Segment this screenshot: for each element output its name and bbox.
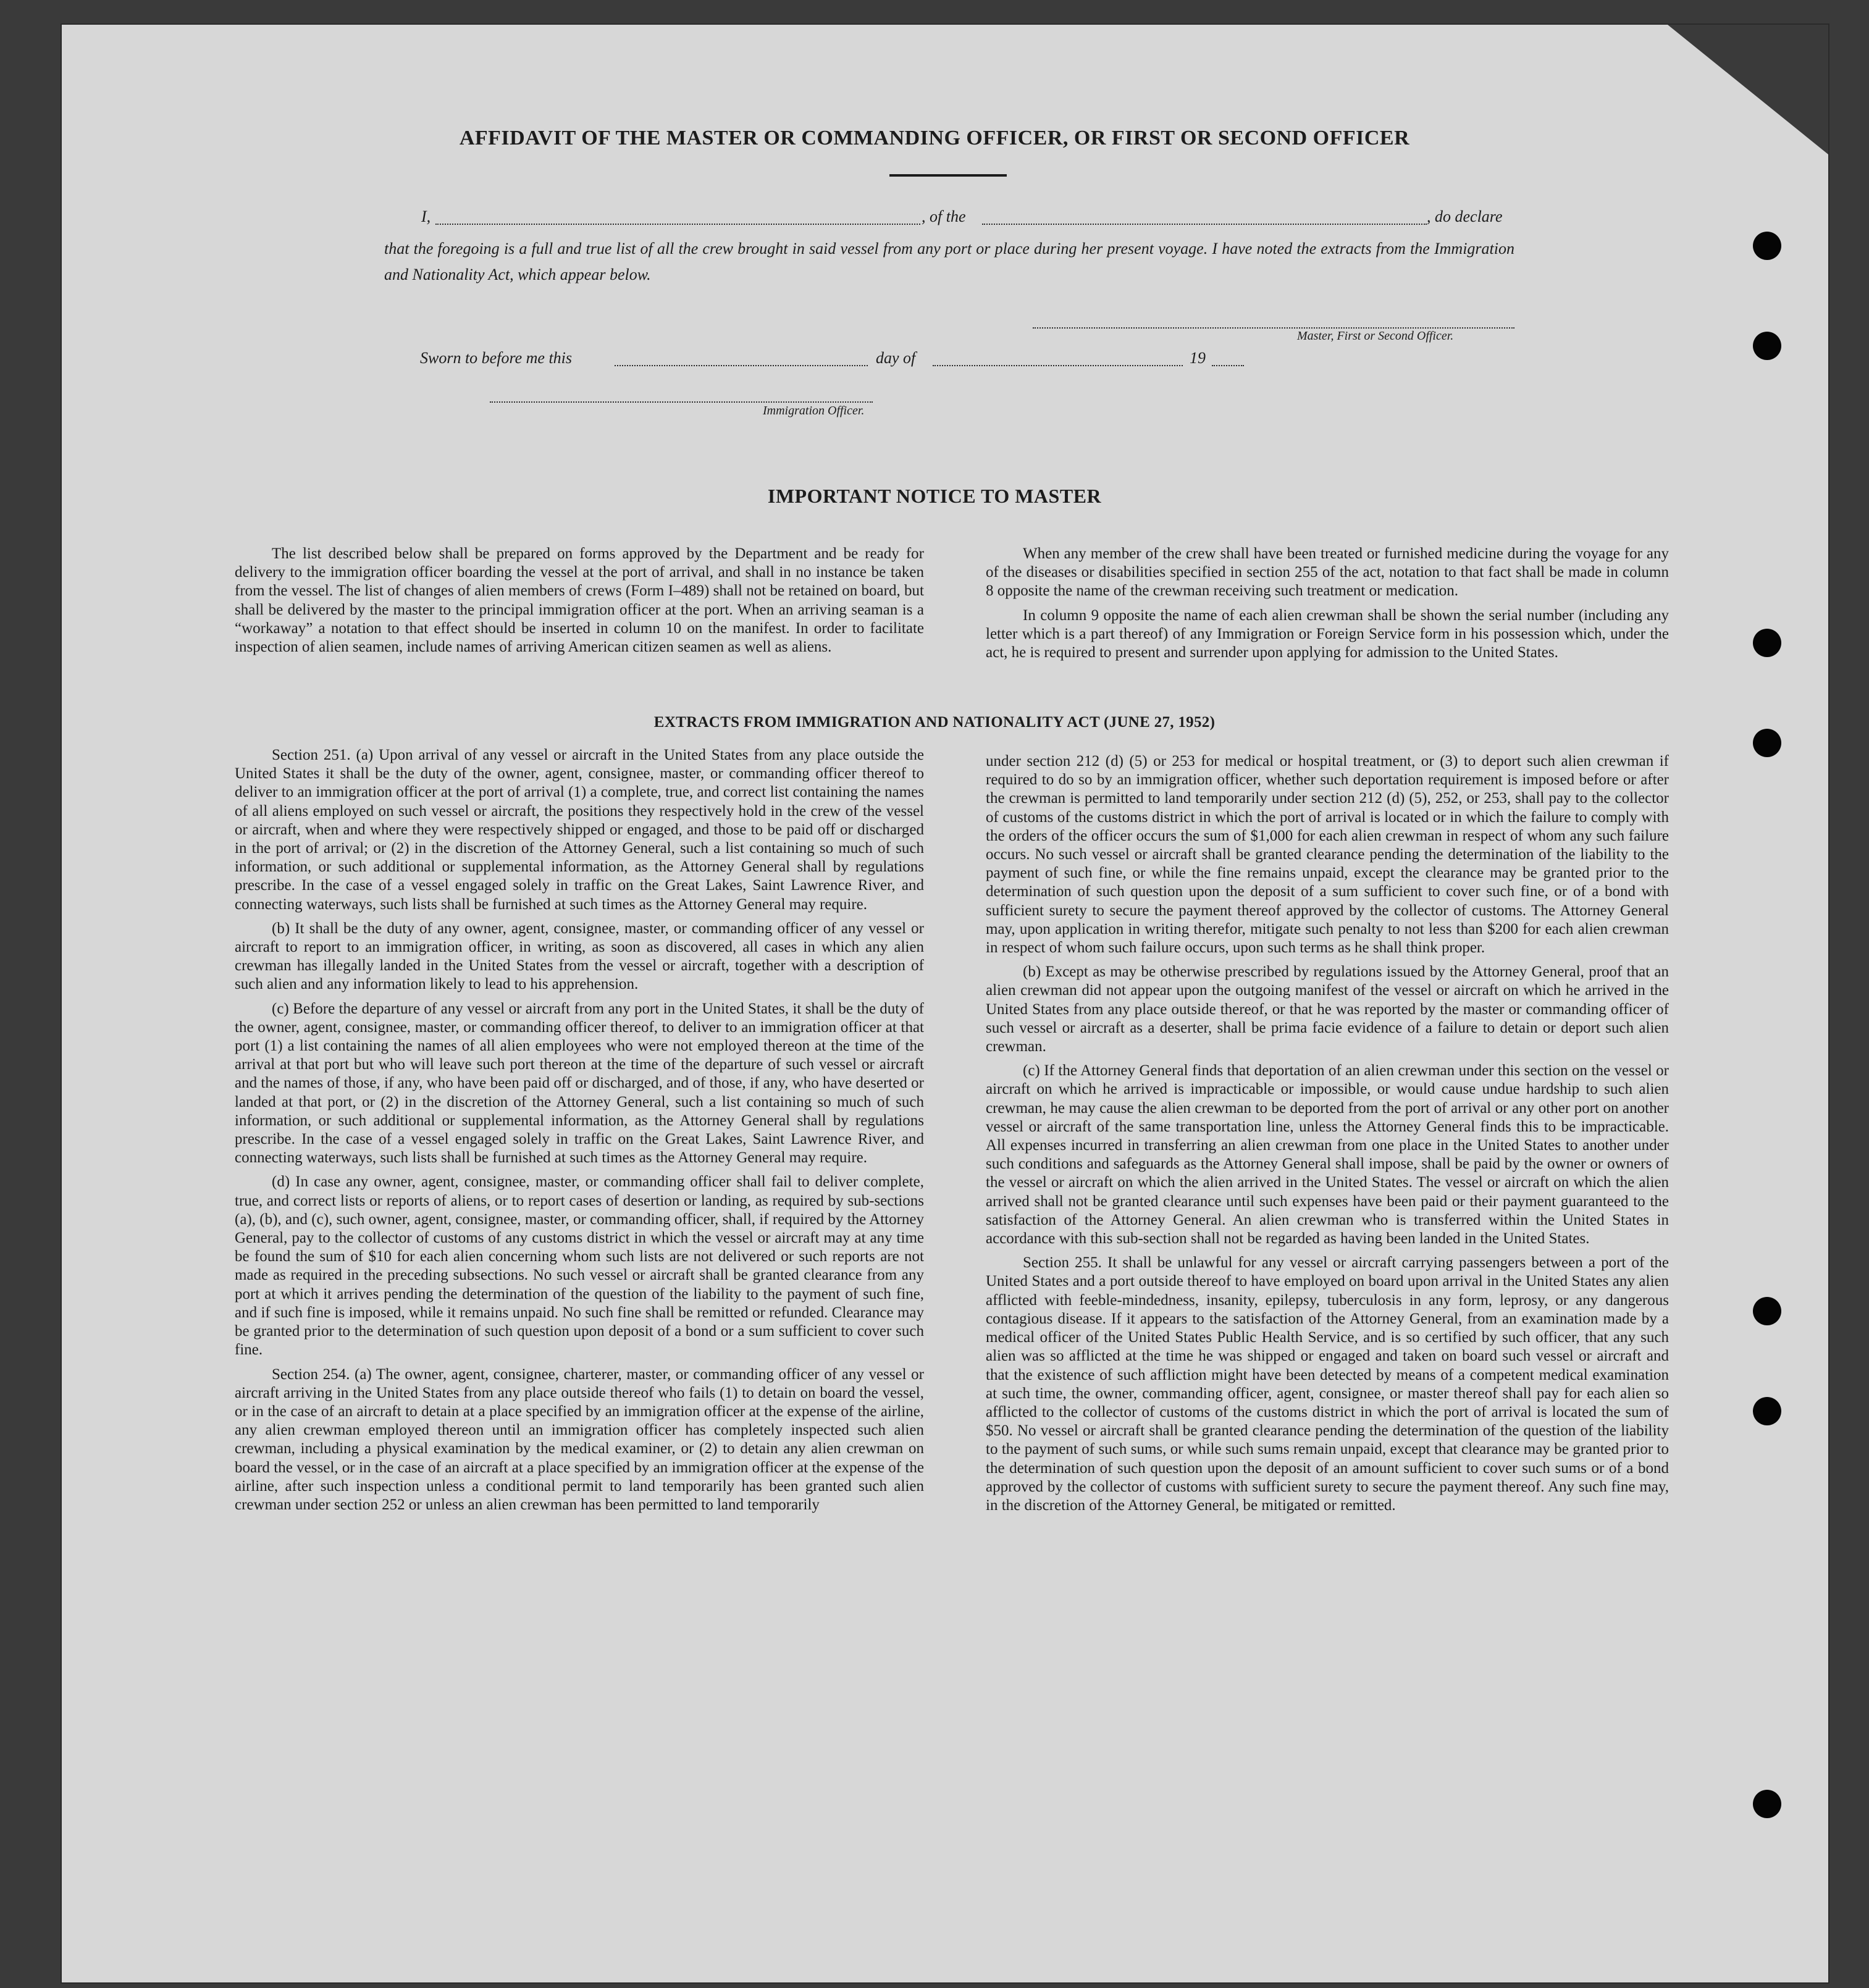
section-paragraph: Section 254. (a) The owner, agent, consignee, charterer, master, or commanding officer of any vessel or aircraft arriving in the United States from any place outside thereof who fails (1) to detain on board the vessel, or in the case of an aircraft to detain at a place specified by an immigration officer at the expense of the airline, any alien crewman employed thereon until an immigration officer has completely inspected such alien crewman, including a physical examination by the medical examiner, or (2) to detain any alien crewman on board the vessel, or in the case of an aircraft at a place specified by an immigration officer at the expense of the airline, after such inspection unless a conditional permit to land temporarily has been granted such alien crewman under section 252 or unless an alien crewman has been permitted to land temporarily: [235, 1365, 924, 1513]
punch-hole: [1753, 1297, 1781, 1325]
master-signature-caption: Master, First or Second Officer.: [1297, 329, 1454, 343]
title-rule: [889, 174, 1007, 177]
declare-i: I,: [421, 208, 431, 225]
punch-hole: [1753, 1790, 1781, 1818]
punch-hole: [1753, 332, 1781, 360]
section-paragraph: (c) If the Attorney General finds that deportation of an alien crewman under this section on the vessel or aircraft on which he arrived is impracticable or impossible, or would cause undue hardship to such alien crewman, he may cause the alien crewman to be deported from the port of arrival or any other port on another vessel or aircraft of the same transportation line, unless the Attorney General finds this to be impracticable. All expenses incurred in transferring an alien crewman from one place in the United States to another under such conditions and safeguards as the Attorney General shall impose, shall be paid by the owner or owners of the vessel or aircraft on which the alien arrived in the United States. The vessel or aircraft on which the alien arrived shall not be granted clearance until such expenses have been paid or their payment guaranteed to the satisfaction of the Attorney General. An alien crewman who is transferred within the United States in accordance with this sub-section shall not be regarded as having been landed in the United States.: [986, 1062, 1669, 1248]
punch-hole: [1753, 1397, 1781, 1425]
immigration-officer-signature-line[interactable]: [490, 385, 873, 403]
section-paragraph: Section 251. (a) Upon arrival of any vessel or aircraft in the United States from any place outside the United States it shall be the duty of the owner, agent, consignee, master, or commanding officer thereof to deliver to an immigration officer at the port of arrival (1) a complete, true, and correct list containing the names of all aliens employed on such vessel or aircraft, the positions they respectively hold in the crew of the vessel or aircraft, when and where they were respectively shipped or engaged, and those to be paid off or discharged in the port of arrival; or (2) in the discretion of the Attorney General, such a list containing so much of such information, or such additional or supplemental information, as the Attorney General shall by regulations prescribe. In the case of a vessel engaged solely in traffic on the Great Lakes, Saint Lawrence River, and connecting waterways, such lists shall be furnished at such times as the Attorney General may require.: [235, 747, 924, 913]
affidavit-title: AFFIDAVIT OF THE MASTER OR COMMANDING OFFICER, OR FIRST OR SECOND OFFICER: [459, 127, 1410, 149]
notice-left-column: [235, 545, 924, 662]
notice-paragraph: The list described below shall be prepared on forms approved by the Department and be ready for delivery to the immigration officer boarding the vessel at the port of arrival, and shall in no instance be taken from the vessel. The list of changes of alien members of crews (Form I–489) shall not be retained on board, but shall be delivered by the master to the principal immigration officer at the port. When an arriving seaman is a “workaway” a notation to that effect should be inserted in column 10 on the manifest. In order to facilitate inspection of alien seamen, include names of arriving American citizen seamen as well as aliens.: [235, 545, 924, 656]
sworn-day-of: day of: [876, 349, 916, 367]
notice-paragraph: When any member of the crew shall have been treated or furnished medicine during the voyage for any of the diseases or disabilities specified in section 255 of the act, notation to that fact shall be made in column 8 opposite the name of the crewman receiving such treatment or medication.: [986, 545, 1669, 600]
section-paragraph: (c) Before the departure of any vessel or aircraft from any port in the United States, it shall be the duty of the owner, agent, consignee, master, or commanding officer thereof, to deliver to an immigration officer at that port (1) a list containing the names of all alien employees who were not employed thereon at the time of the arrival at that port but who will leave such port thereon at the time of the departure of such vessel or aircraft and the names of those, if any, who have been paid off or discharged, and of those, if any, who have deserted or landed at that port, or (2) in the discretion of the Attorney General, such a list containing so much of such information, or such additional or supplemental information, as the Attorney General shall by regulations prescribe. In the case of a vessel engaged solely in traffic on the Great Lakes, Saint Lawrence River, and connecting waterways, such lists shall be furnished at such times as the Attorney General may require.: [235, 1000, 924, 1167]
notice-title: IMPORTANT NOTICE TO MASTER: [767, 485, 1102, 507]
extracts-heading: EXTRACTS FROM IMMIGRATION AND NATIONALITY ACT (JUNE 27, 1952): [653, 714, 1216, 731]
immigration-officer-caption: Immigration Officer.: [763, 404, 865, 417]
sworn-day-field[interactable]: [615, 349, 868, 366]
sworn-month-field[interactable]: [933, 349, 1183, 366]
master-signature-line[interactable]: [1033, 311, 1514, 329]
declare-do-declare: , do declare: [1427, 208, 1503, 225]
notice-right-column: [986, 545, 1669, 668]
section-paragraph: (d) In case any owner, agent, consignee, master, or commanding officer shall fail to deliver complete, true, and correct lists or reports of aliens, or to report cases of desertion or landing, as required by sub-sections (a), (b), and (c), such owner, agent, consignee, master, or commanding officer, shall, if required by the Attorney General, pay to the collector of customs of any customs district in which the vessel or aircraft may at any time be found the sum of $10 for each alien concerning whom such lists are not delivered or such reports are not made as required in the preceding subsections. No such vessel or aircraft shall be granted clearance from any port at which it arrives pending the determination of the question of the liability to the payment of such fine, and if such fine is imposed, while it remains unpaid. No such fine shall be remitted or refunded. Clearance may be granted prior to the determination of such question upon deposit of a bond or a sum sufficient to cover such fine.: [235, 1173, 924, 1359]
notice-paragraph: In column 9 opposite the name of each alien crewman shall be shown the serial number (including any letter which is a part thereof) of any Immigration or Foreign Service form in his possession which, under the act, he is required to present and surrender upon applying for admission to the United States.: [986, 606, 1669, 661]
extracts-left-column: [235, 746, 924, 1520]
declare-of-the: , of the: [922, 208, 966, 225]
punch-hole: [1753, 232, 1781, 260]
declarant-name-field[interactable]: [435, 208, 920, 225]
section-paragraph: (b) It shall be the duty of any owner, agent, consignee, master, or commanding officer of any vessel or aircraft to report to an immigration officer, in writing, as soon as discovered, all cases in which any alien crewman has illegally landed in the United States from the vessel or aircraft, together with a description of such alien and any information likely to lead to his apprehension.: [235, 920, 924, 993]
affidavit-statement: that the foregoing is a full and true list of all the crew brought in said vessel from any port or place during her present voyage. I have noted the extracts from the Immigration and Nationality Act, which appear below.: [384, 240, 1514, 283]
section-paragraph: Section 255. It shall be unlawful for any vessel or aircraft carrying passengers between a port of the United States and a port outside thereof to have employed on board upon arrival in the United States any alien afflicted with feeble-mindedness, insanity, epilepsy, tuberculosis in any form, leprosy, or any dangerous contagious disease. If it appears to the satisfaction of the Attorney General, from an examination made by a medical officer of the United States Public Health Service, and is so certified by such officer, that any such alien was so afflicted at the time he was shipped or engaged and taken on board such vessel or aircraft and that the existence of such affliction might have been detected by means of a competent medical examination at such time, the owner, commanding officer, agent, consignee, or master thereof shall pay for each alien so afflicted to the collector of customs of the customs district in which the port of arrival is located the sum of $50. No vessel or aircraft shall be granted clearance pending the determination of the question of the liability to the payment of such sums, or while such sums remain unpaid, except that clearance may be granted prior to the determination of such question upon the deposit of an amount sufficient to cover such sums or of a bond approved by the collector of customs with sufficient surety to secure the payment thereof. Any such fine may, in the discretion of the Attorney General, be mitigated or remitted.: [986, 1254, 1669, 1514]
section-paragraph: (b) Except as may be otherwise prescribed by regulations issued by the Attorney General, proof that an alien crewman did not appear upon the outgoing manifest of the vessel or aircraft on which he arrived in the United States from any place outside thereof, or that he was reported by the master or commanding officer of such vessel or aircraft as a deserter, shall be prima facie evidence of a failure to detain or deport such alien crewman.: [986, 963, 1669, 1055]
vessel-name-field[interactable]: [982, 208, 1427, 225]
punch-hole: [1753, 629, 1781, 657]
section-paragraph: under section 212 (d) (5) or 253 for medical or hospital treatment, or (3) to deport such alien crewman if required to do so by an immigration officer, whether such deportation requirement is imposed before or after the crewman is permitted to land temporarily under section 212 (d) (5), 252, or 253, shall pay to the collector of customs of the customs district in which the port of arrival is located or in which the failure to comply with the orders of the officer occurs the sum of $1,000 for each alien crewman in respect of whom any such failure occurs. No such vessel or aircraft shall be granted clearance pending the determination of the liability to the payment of such fine, or while the fine remains unpaid, except the clearance may be granted prior to the determination of such question upon the deposit of a sum sufficient to cover such fine, or of a bond with sufficient surety to secure the payment thereof approved by the collector of customs. The Attorney General may, upon application in writing therefor, mitigate such penalty to not less than $200 for each alien crewman in respect of whom such failure occurs, upon such terms as he shall think proper.: [986, 753, 1669, 957]
extracts-right-column: [986, 752, 1669, 1520]
sworn-year-field[interactable]: [1212, 349, 1244, 366]
sworn-text: Sworn to before me this: [420, 349, 573, 367]
sworn-year-prefix: 19: [1190, 349, 1206, 367]
punch-hole: [1753, 729, 1781, 757]
